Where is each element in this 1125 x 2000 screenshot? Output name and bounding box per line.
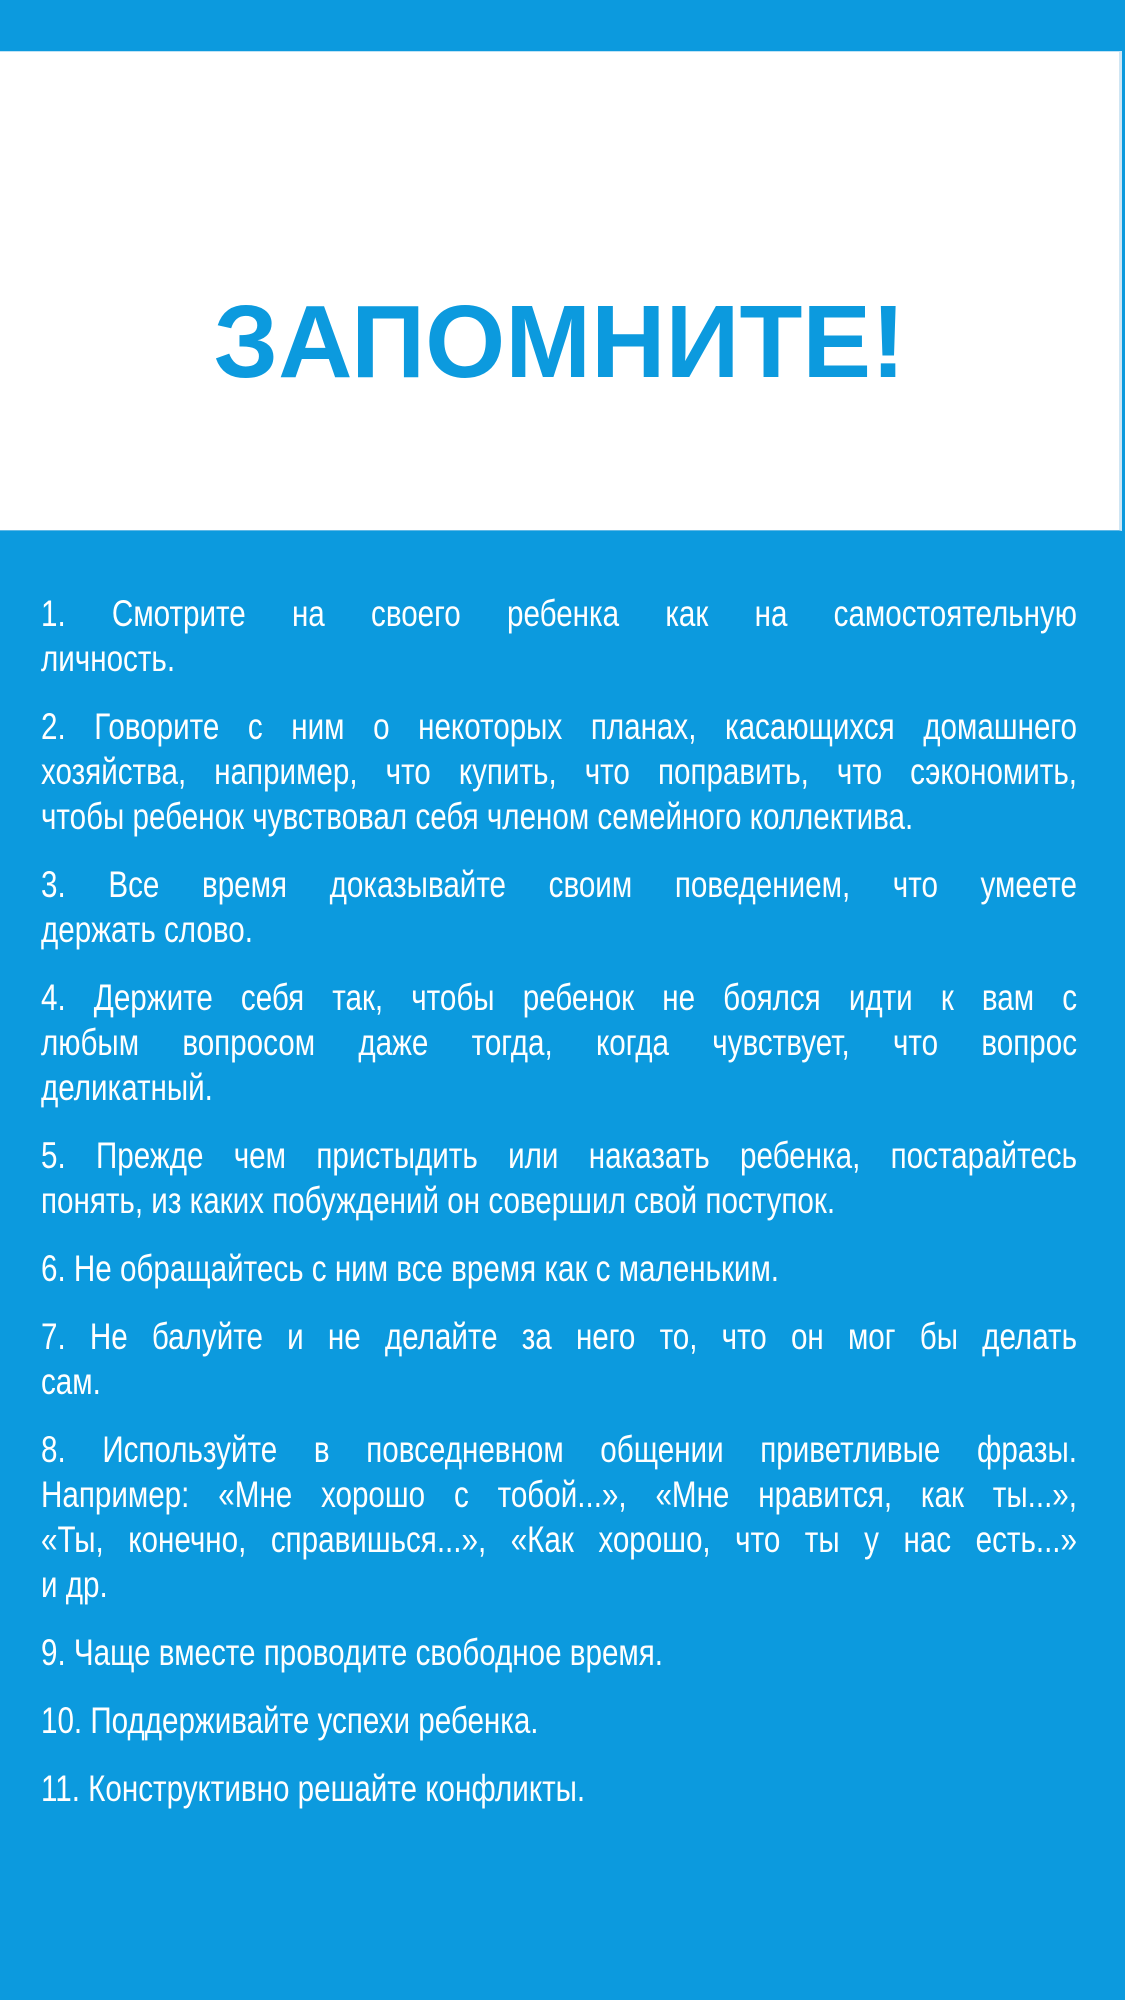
- tip-item: [41, 704, 1077, 839]
- top-accent-band: [0, 0, 1125, 51]
- tip-line: 3. Все время доказывайте своим поведением, что умеете: [41, 864, 1077, 905]
- tip-item: [41, 591, 1077, 681]
- tip-line: Например: «Мне хорошо с тобой...», «Мне нравится, как ты...»,: [41, 1474, 1077, 1515]
- tip-line: деликатный.: [41, 1067, 213, 1108]
- tip-item: [41, 1630, 1077, 1675]
- tip-line: 1. Смотрите на своего ребенка как на самостоятельную: [41, 593, 1077, 634]
- tip-line: 2. Говорите с ним о некоторых планах, касающихся домашнего: [41, 706, 1077, 747]
- tip-item: [41, 1698, 1077, 1743]
- page-title: ЗАПОМНИТЕ!: [213, 284, 906, 399]
- tip-line: держать слово.: [41, 909, 253, 950]
- tip-item: [41, 975, 1077, 1110]
- tip-item: [41, 1133, 1077, 1223]
- tip-item: [41, 862, 1077, 952]
- tip-line: 9. Чаще вместе проводите свободное время.: [41, 1632, 664, 1673]
- tip-item: [41, 1246, 1077, 1291]
- tip-item: [41, 1314, 1077, 1404]
- tip-item: [41, 1427, 1077, 1607]
- tip-line: и др.: [41, 1564, 108, 1605]
- tip-line: 10. Поддерживайте успехи ребенка.: [41, 1700, 539, 1741]
- tip-line: сам.: [41, 1361, 101, 1402]
- tip-line: 6. Не обращайтесь с ним все время как с маленьким.: [41, 1248, 780, 1289]
- tip-line: 4. Держите себя так, чтобы ребенок не боялся идти к вам с: [41, 977, 1077, 1018]
- tip-line: 8. Используйте в повседневном общении приветливые фразы.: [41, 1429, 1077, 1470]
- title-panel: [0, 51, 1122, 531]
- tip-line: «Ты, конечно, справишься...», «Как хорошо, что ты у нас есть...»: [41, 1519, 1077, 1560]
- tip-line: личность.: [41, 638, 176, 679]
- tips-panel: [0, 531, 1125, 2000]
- tip-line: любым вопросом даже тогда, когда чувствует, что вопрос: [41, 1022, 1077, 1063]
- tips-list: [41, 591, 1077, 1834]
- tip-line: 11. Конструктивно решайте конфликты.: [41, 1768, 586, 1809]
- tip-line: чтобы ребенок чувствовал себя членом семейного коллектива.: [41, 796, 914, 837]
- tip-line: хозяйства, например, что купить, что поправить, что сэкономить,: [41, 751, 1077, 792]
- tip-line: 5. Прежде чем пристыдить или наказать ребенка, постарайтесь: [41, 1135, 1077, 1176]
- tip-item: [41, 1766, 1077, 1811]
- tip-line: понять, из каких побуждений он совершил свой поступок.: [41, 1180, 836, 1221]
- tip-line: 7. Не балуйте и не делайте за него то, что он мог бы делать: [41, 1316, 1077, 1357]
